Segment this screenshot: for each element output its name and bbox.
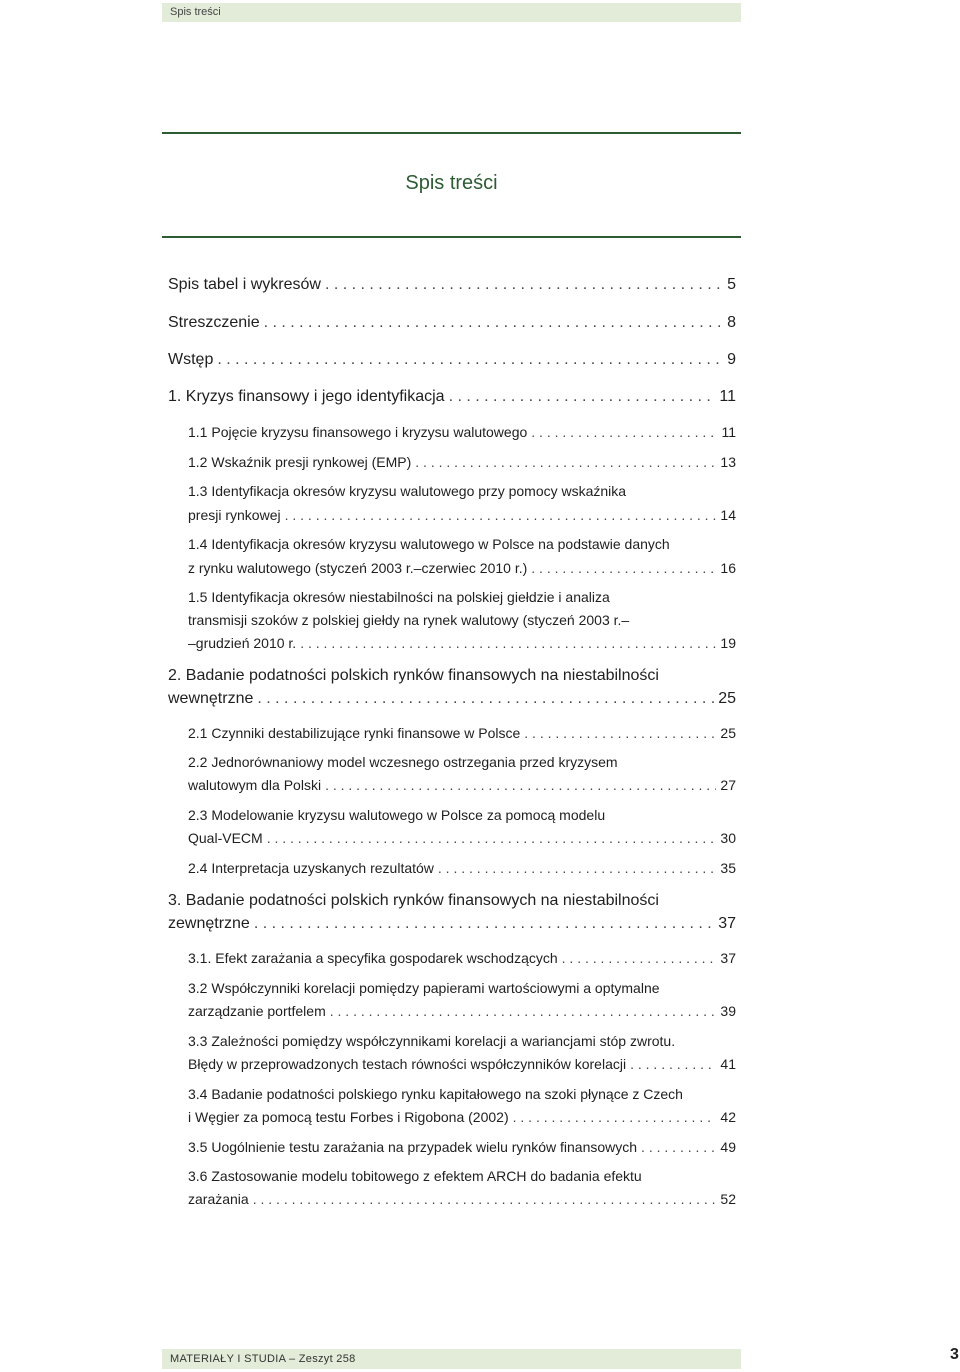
leader-dots (253, 1191, 717, 1207)
toc-entry-chapter-1[interactable] (168, 388, 736, 406)
toc-entry-spis-tabel[interactable] (168, 276, 736, 294)
toc-entry-2-2-line-2[interactable] (188, 777, 736, 793)
leader-dots (641, 1139, 716, 1155)
leader-dots (325, 777, 716, 793)
toc-entry-3-1[interactable] (188, 950, 736, 966)
toc-page-number: 14 (720, 507, 736, 523)
toc-entry-title: walutowym dla Polski (188, 777, 322, 793)
toc-entry-1-3-line-1[interactable] (188, 483, 736, 499)
toc-entry-title: 3.3 Zależności pomiędzy współczynnikami korelacji a wariancjami stóp zwrotu. (188, 1033, 676, 1049)
toc-entry-chapter-3-line-2[interactable] (168, 915, 736, 933)
toc-page-number: 19 (720, 635, 736, 651)
toc-entry-1-3-line-2[interactable] (188, 507, 736, 523)
toc-entry-3-3-line-2[interactable] (188, 1056, 736, 1072)
toc-page-number: 11 (721, 424, 736, 440)
toc-entry-chapter-3-line-1[interactable] (168, 892, 736, 910)
toc-page-number: 52 (720, 1191, 736, 1207)
leader-dots (415, 454, 716, 470)
toc-entry-1-5-line-2[interactable] (188, 612, 736, 628)
leader-dots (267, 830, 717, 846)
toc-page-number: 42 (720, 1109, 736, 1125)
toc-page-number: 35 (720, 860, 736, 876)
toc-entry-2-1[interactable] (188, 725, 736, 741)
toc-entry-title: 3.4 Badanie podatności polskiego rynku kapitałowego na szoki płynące z Czech (188, 1086, 683, 1102)
leader-dots (562, 950, 717, 966)
toc-entry-1-1[interactable] (188, 424, 736, 440)
toc-entry-1-4-line-2[interactable] (188, 560, 736, 576)
toc-entry-title: –grudzień 2010 r. (188, 635, 297, 651)
toc-entry-title: 1.4 Identyfikacja okresów kryzysu walutowego w Polsce na podstawie danych (188, 536, 670, 552)
title-rule-bottom (162, 236, 741, 238)
toc-entry-3-6-line-2[interactable] (188, 1191, 736, 1207)
toc-entry-1-4-line-1[interactable] (188, 536, 736, 552)
toc-entry-title: 2.1 Czynniki destabilizujące rynki finansowe w Polsce (188, 725, 521, 741)
toc-entry-title: zewnętrzne (168, 915, 250, 932)
toc-page-number: 37 (720, 950, 736, 966)
toc-entry-title: 2.4 Interpretacja uzyskanych rezultatów (188, 860, 434, 876)
toc-entry-3-4-line-1[interactable] (188, 1086, 736, 1102)
toc-entry-title: transmisji szoków z polskiej giełdy na rynek walutowy (styczeń 2003 r.– (188, 612, 630, 628)
toc-page-number: 49 (720, 1139, 736, 1155)
leader-dots (438, 860, 717, 876)
footer-publication: MATERIAŁY I STUDIA – Zeszyt 258 (170, 1353, 356, 1365)
toc-page-number: 27 (720, 777, 736, 793)
leader-dots (254, 915, 714, 933)
leader-dots (325, 276, 723, 294)
toc-page-number: 5 (727, 276, 736, 293)
toc-entry-title: wewnętrzne (168, 690, 254, 707)
toc-entry-3-2-line-1[interactable] (188, 980, 736, 996)
toc-entry-1-5-line-1[interactable] (188, 589, 736, 605)
toc-entry-1-5-line-3[interactable] (188, 635, 736, 651)
toc-entry-title: 3.1. Efekt zarażania a specyfika gospodarek wschodzących (188, 950, 558, 966)
toc-entry-2-3-line-2[interactable] (188, 830, 736, 846)
toc-page-number: 37 (718, 915, 736, 932)
toc-page-number: 25 (718, 690, 736, 707)
toc-entry-title: 3.6 Zastosowanie modelu tobitowego z efektem ARCH do badania efektu (188, 1168, 642, 1184)
toc-entry-title: 3.5 Uogólnienie testu zarażania na przypadek wielu rynków finansowych (188, 1139, 638, 1155)
leader-dots (217, 351, 723, 369)
toc-entry-3-2-line-2[interactable] (188, 1003, 736, 1019)
toc-entry-title: 3.2 Współczynniki korelacji pomiędzy papierami wartościowymi a optymalne (188, 980, 660, 996)
toc-entry-title: 1.2 Wskaźnik presji rynkowej (EMP) (188, 454, 412, 470)
toc-entry-2-2-line-1[interactable] (188, 754, 736, 770)
toc-entry-title: 1.1 Pojęcie kryzysu finansowego i kryzysu walutowego (188, 424, 528, 440)
toc-entry-3-6-line-1[interactable] (188, 1168, 736, 1184)
leader-dots (257, 690, 714, 708)
toc-entry-title: presji rynkowej (188, 507, 281, 523)
running-head-text: Spis treści (170, 6, 221, 18)
toc-page-number: 13 (720, 454, 736, 470)
toc-entry-title: Qual-VECM (188, 830, 263, 846)
page-number: 3 (950, 1346, 959, 1363)
page-title: Spis treści (405, 172, 498, 194)
toc-entry-3-4-line-2[interactable] (188, 1109, 736, 1125)
toc-page-number: 8 (727, 314, 736, 331)
toc-entry-wstep[interactable] (168, 351, 736, 369)
running-head (162, 3, 741, 22)
toc-entry-title: Wstęp (168, 351, 214, 368)
toc-entry-chapter-2-line-2[interactable] (168, 690, 736, 708)
leader-dots (531, 560, 716, 576)
toc-entry-title: 1.3 Identyfikacja okresów kryzysu walutowego przy pomocy wskaźnika (188, 483, 627, 499)
leader-dots (330, 1003, 717, 1019)
toc-entry-streszczenie[interactable] (168, 314, 736, 332)
toc-page-number: 41 (720, 1056, 736, 1072)
toc-entry-2-4[interactable] (188, 860, 736, 876)
leader-dots (524, 725, 716, 741)
toc-entry-3-3-line-1[interactable] (188, 1033, 736, 1049)
toc-entry-1-2[interactable] (188, 454, 736, 470)
leader-dots (264, 314, 724, 332)
toc-page-number: 25 (720, 725, 736, 741)
toc-entry-title: Spis tabel i wykresów (168, 276, 321, 293)
toc-entry-chapter-2-line-1[interactable] (168, 667, 736, 685)
leader-dots (449, 388, 716, 406)
toc-entry-title: z rynku walutowego (styczeń 2003 r.–czerwiec 2010 r.) (188, 560, 528, 576)
toc-entry-3-5[interactable] (188, 1139, 736, 1155)
toc-entry-title: zarażania (188, 1191, 249, 1207)
toc-entry-title: zarządzanie portfelem (188, 1003, 326, 1019)
toc-page-number: 9 (727, 351, 736, 368)
leader-dots (531, 424, 717, 440)
leader-dots (630, 1056, 716, 1072)
toc-entry-title: Streszczenie (168, 314, 260, 331)
toc-entry-title: 2.2 Jednorównaniowy model wczesnego ostrzegania przed kryzysem (188, 754, 618, 770)
toc-page-number: 39 (720, 1003, 736, 1019)
toc-entry-title: 2. Badanie podatności polskich rynków finansowych na niestabilności (168, 667, 659, 684)
toc-page-number: 30 (720, 830, 736, 846)
leader-dots (513, 1109, 717, 1125)
toc-entry-title: Błędy w przeprowadzonych testach równości współczynników korelacji (188, 1056, 627, 1072)
toc-entry-title: 1. Kryzys finansowy i jego identyfikacja (168, 388, 445, 405)
toc-entry-title: 2.3 Modelowanie kryzysu walutowego w Polsce za pomocą modelu (188, 807, 606, 823)
toc-entry-title: 1.5 Identyfikacja okresów niestabilności na polskiej giełdzie i analiza (188, 589, 610, 605)
leader-dots (300, 635, 716, 651)
title-rule-top (162, 132, 741, 134)
toc-page-number: 16 (720, 560, 736, 576)
toc-page-number: 11 (719, 388, 736, 405)
leader-dots (285, 507, 717, 523)
toc-entry-2-3-line-1[interactable] (188, 807, 736, 823)
toc-entry-title: 3. Badanie podatności polskich rynków finansowych na niestabilności (168, 892, 659, 909)
toc-entry-title: i Węgier za pomocą testu Forbes i Rigobona (2002) (188, 1109, 509, 1125)
